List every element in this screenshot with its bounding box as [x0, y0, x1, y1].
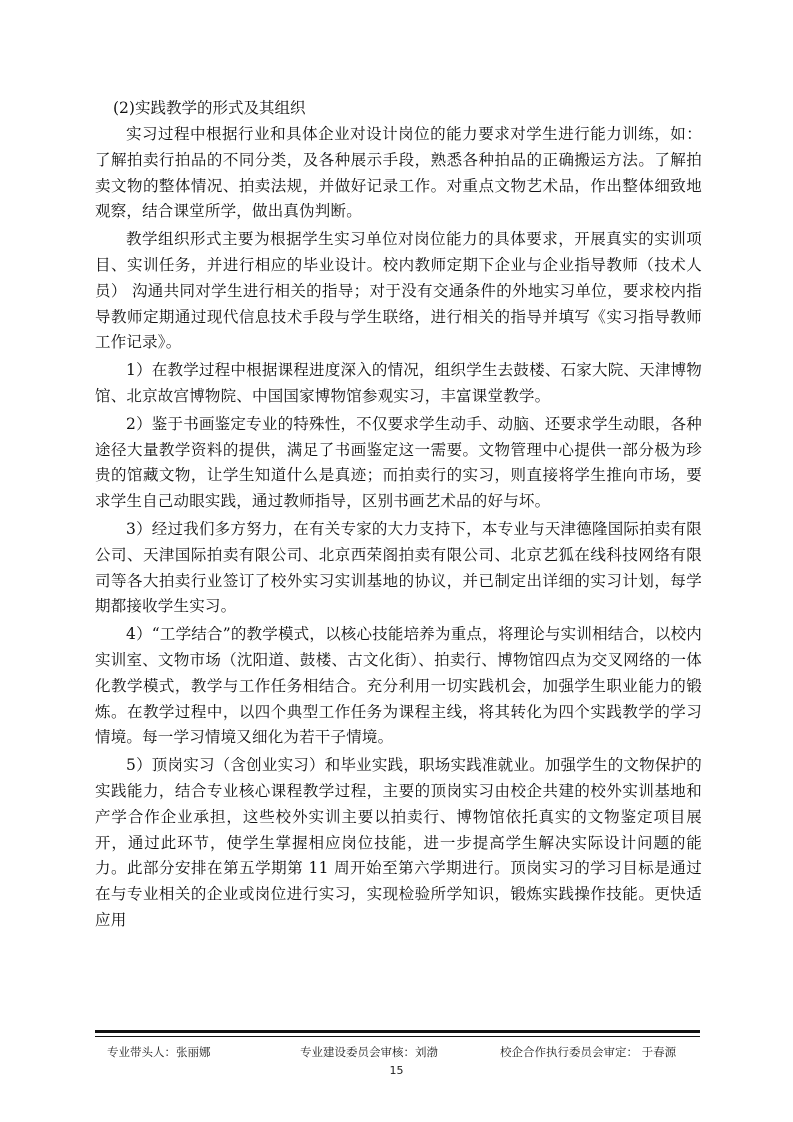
footer-leader: 专业带头人：张丽娜: [107, 1045, 211, 1059]
signature-footer: [95, 1044, 700, 1064]
page-number: 15: [389, 1064, 404, 1077]
footer-cooperation-approval: 校企合作执行委员会审定： 于春源: [500, 1045, 677, 1059]
paragraph-item-3: 3）经过我们多方努力，在有关专家的大力支持下，本专业与天津德隆国际拍卖有限公司、天津国际拍卖有限公司、北京西荣阁拍卖有限公司、北京艺狐在线科技网络有限司等各大拍卖行业签订了校外实习实训基地的协议，并已制定出详细的实习计划，每学期都接收学生实习。: [95, 519, 702, 616]
document-body: [95, 96, 702, 936]
paragraph-teaching-organization: 教学组织形式主要为根据学生实习单位对岗位能力的具体要求，开展真实的实训项目、实训任务，并进行相应的毕业设计。校内教师定期下企业与企业指导教师（技术人员） 沟通共同对学生进行相关的指导；对于没有交通条件的外地实习单位，要求校内指导教师定期通过现代信息技术手段与学生联络，进行相关的指导并填写《实习指导教师工作记录》。: [95, 230, 702, 352]
paragraph-item-1: 1）在教学过程中根据课程进度深入的情况，组织学生去鼓楼、石家大院、天津博物馆、北京故宫博物院、中国国家博物馆参观实习，丰富课堂教学。: [95, 361, 702, 405]
paragraph-item-5: 5）顶岗实习（含创业实习）和毕业实践，职场实践准就业。加强学生的文物保护的实践能力，结合专业核心课程教学过程，主要的顶岗实习由校企共建的校外实训基地和产学合作企业承担，这些校外实训主要以拍卖行、博物馆依托真实的文物鉴定项目展开，通过此环节，使学生掌握相应岗位技能，进一步提高学生解决实际设计问题的能力。此部分安排在第五学期第 11 周开始至第六学期进行。顶岗实习的学习目标是通过在与专业相关的企业或岗位进行实习，实现检验所学知识，锻炼实践操作技能。更快适应用: [95, 756, 702, 929]
section-heading: (2)实践教学的形式及其组织: [113, 99, 306, 117]
paragraph-item-4: 4）“工学结合”的教学模式，以核心技能培养为重点，将理论与实训相结合，以校内实训室、文物市场（沈阳道、鼓楼、古文化街）、拍卖行、博物馆四点为交叉网络的一体化教学模式，教学与工作任务相结合。充分利用一切实践机会，加强学生职业能力的锻炼。在教学过程中，以四个典型工作任务为课程主线，将其转化为四个实践教学的学习情境。每一学习情境又细化为若干子情境。: [95, 625, 702, 747]
footer-committee-review: 专业建设委员会审核：刘渤: [300, 1045, 438, 1059]
footer-divider-thin: [95, 1036, 700, 1037]
paragraph-item-2: 2）鉴于书画鉴定专业的特殊性，不仅要求学生动手、动脑、还要求学生动眼，各种途径大量教学资料的提供，满足了书画鉴定这一需要。文物管理中心提供一部分极为珍贵的馆藏文物，让学生知道什么是真迹；而拍卖行的实习，则直接将学生推向市场，要求学生自己动眼实践，通过教师指导，区别书画艺术品的好与坏。: [95, 414, 702, 511]
paragraph-practice-training: 实习过程中根据行业和具体企业对设计岗位的能力要求对学生进行能力训练，如：了解拍卖行拍品的不同分类，及各种展示手段，熟悉各种拍品的正确搬运方法。了解拍卖文物的整体情况、拍卖法规，并做好记录工作。对重点文物艺术品，作出整体细致地观察，结合课堂所学，做出真伪判断。: [95, 125, 702, 221]
footer-divider-thick: [95, 1030, 700, 1033]
